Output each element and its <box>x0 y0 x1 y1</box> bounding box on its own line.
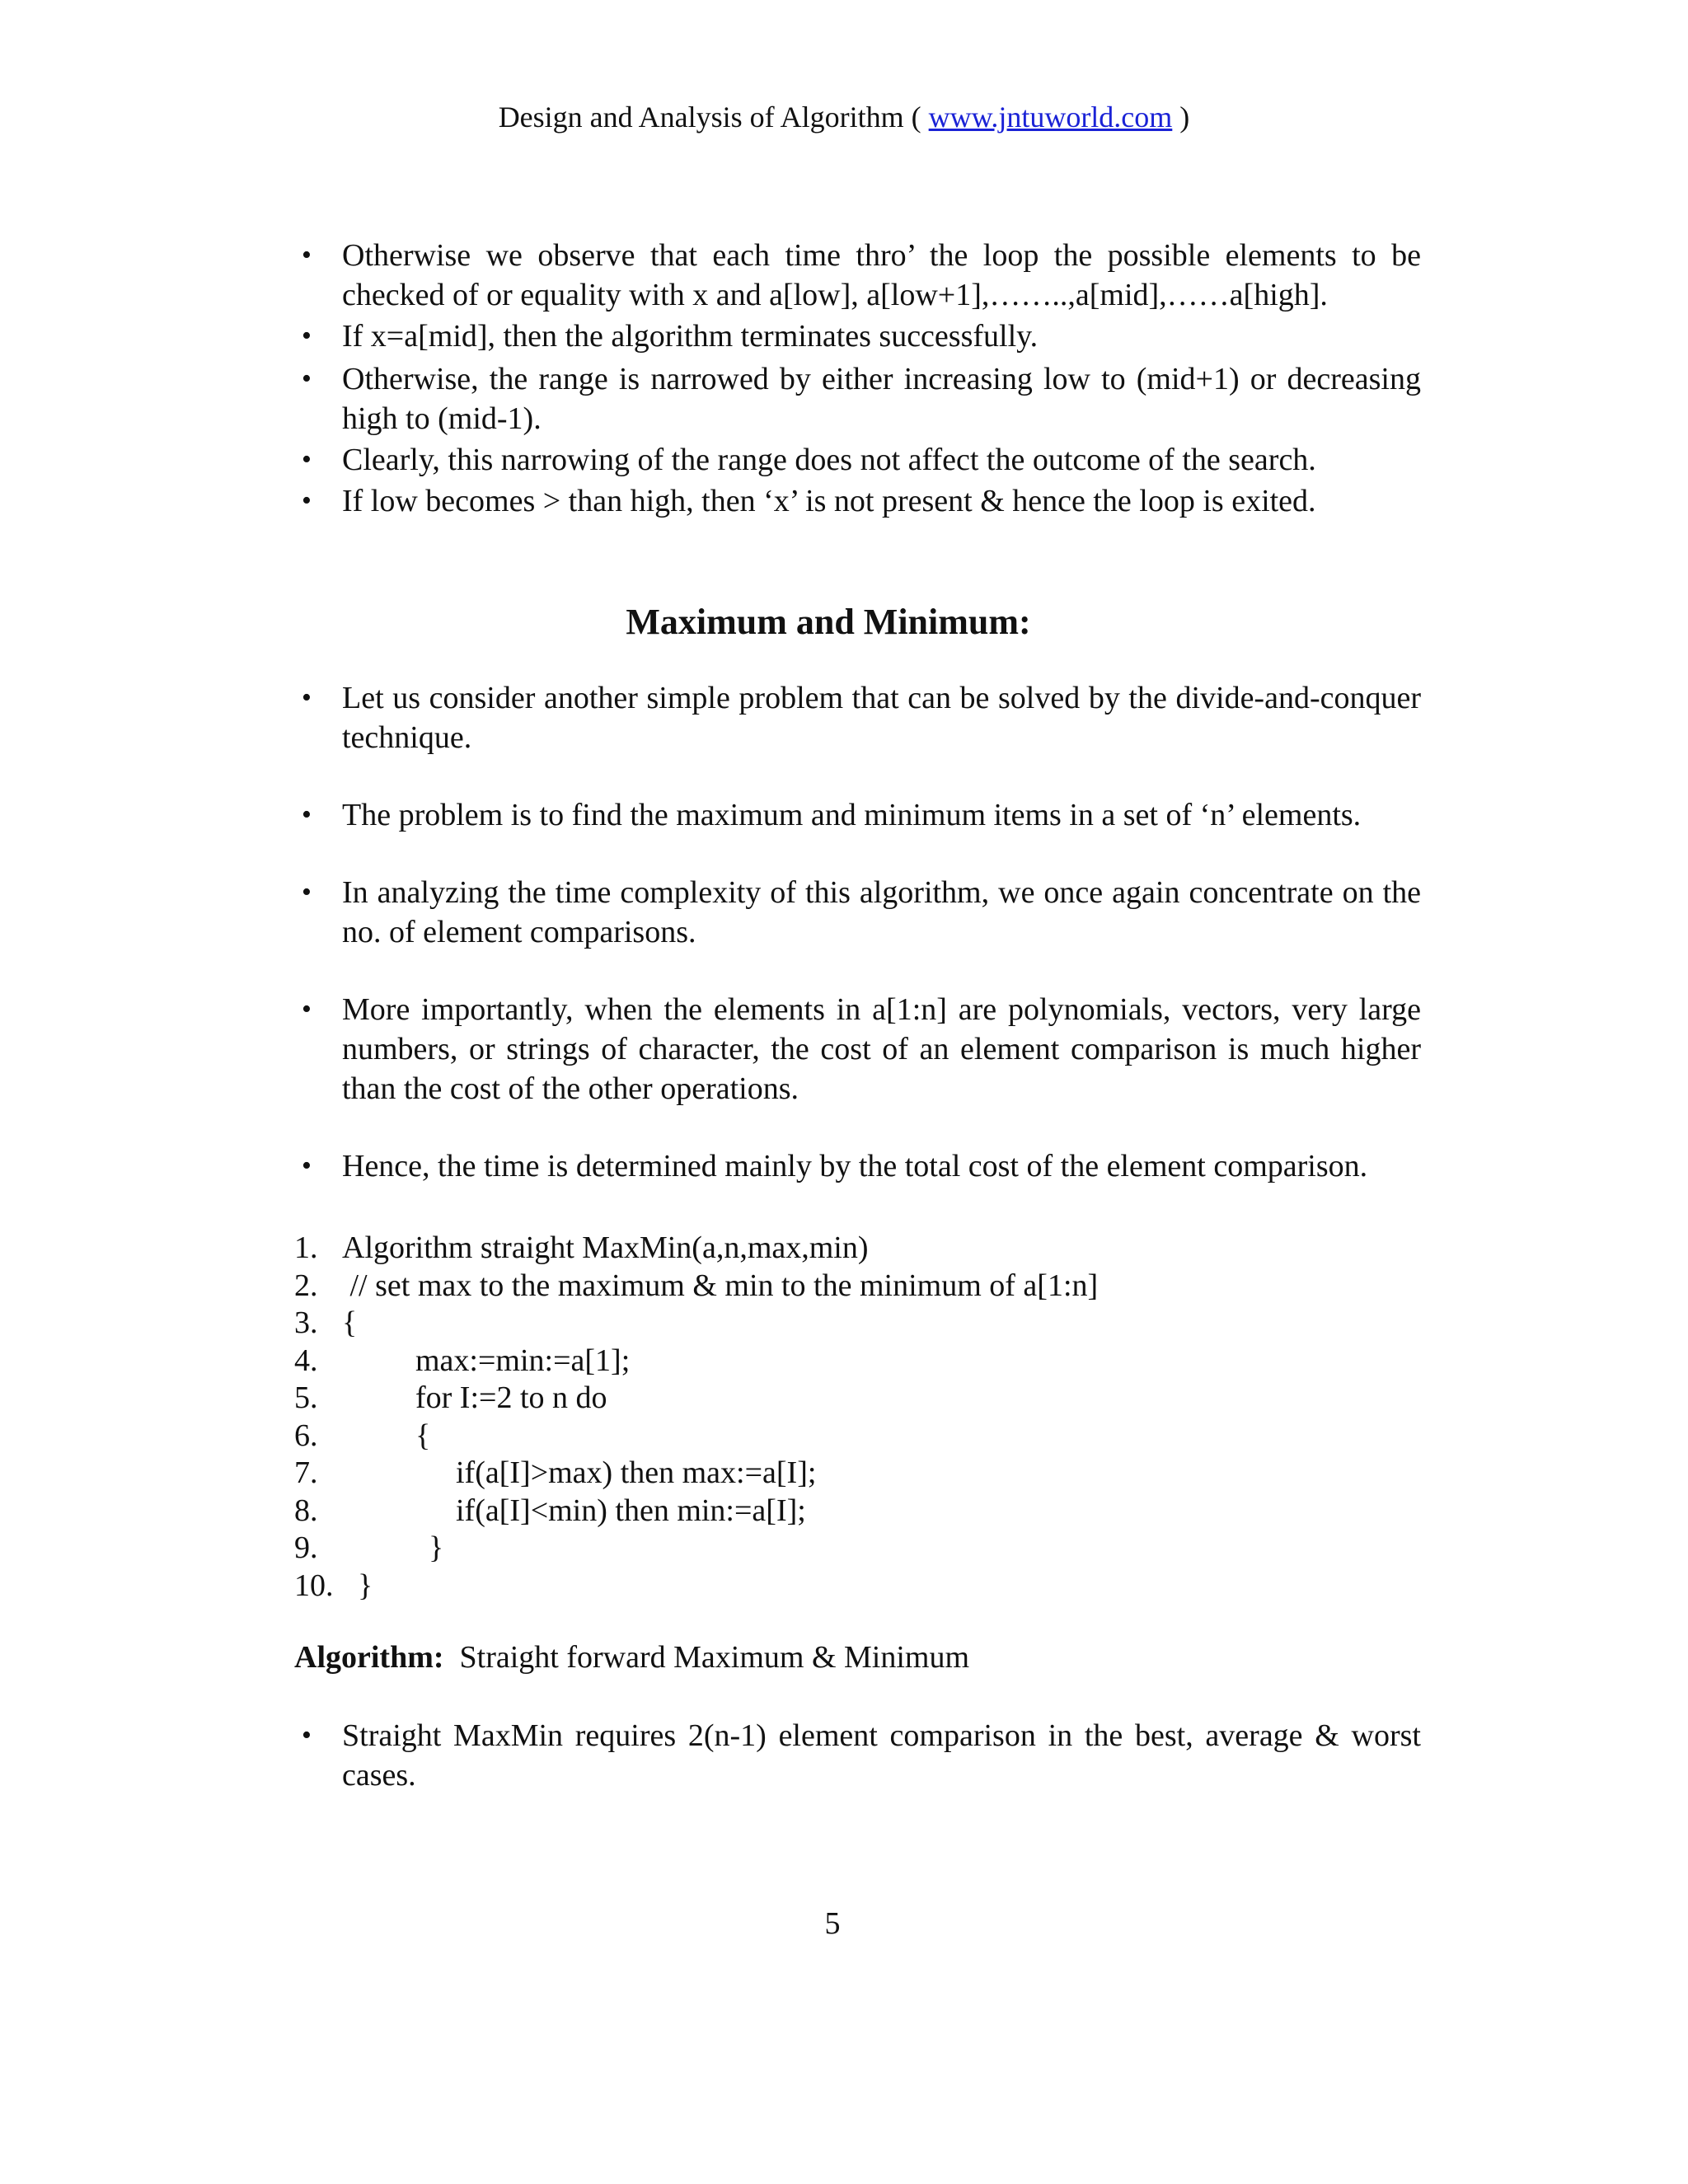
header-link[interactable]: www.jntuworld.com <box>928 101 1173 134</box>
bullet-icon: • <box>302 363 312 394</box>
bullet-icon: • <box>302 799 312 830</box>
code-text: { <box>415 1418 431 1453</box>
bullet-icon: • <box>302 682 312 713</box>
list-item <box>294 440 1421 480</box>
code-text: { <box>342 1305 358 1340</box>
code-text: for I:=2 to n do <box>415 1380 607 1415</box>
bullet-icon: • <box>302 485 312 516</box>
header-title: Design and Analysis of Algorithm ( <box>498 101 929 134</box>
line-number: 5. <box>294 1380 318 1415</box>
line-number: 1. <box>294 1230 318 1265</box>
line-number: 7. <box>294 1455 318 1490</box>
bullet-icon: • <box>302 240 312 270</box>
line-number: 10. <box>294 1568 334 1603</box>
list-item <box>294 236 1421 315</box>
section-title: Maximum and Minimum: <box>626 602 1031 642</box>
list-item <box>294 316 1421 356</box>
bullet-text: Clearly, this narrowing of the range does not affect the outcome of the search. <box>342 443 1316 477</box>
bullet-text: Otherwise, the range is narrowed by either increasing low to (mid+1) or decreasing high to (mid-1). <box>342 362 1421 436</box>
bullet-text: The problem is to find the maximum and minimum items in a set of ‘n’ elements. <box>342 798 1362 832</box>
code-text: if(a[I]>max) then max:=a[I]; <box>456 1455 817 1490</box>
code-text: // set max to the maximum & min to the minimum of a[1:n] <box>342 1268 1099 1303</box>
code-text: if(a[I]<min) then min:=a[I]; <box>456 1493 806 1528</box>
code-text: max:=min:=a[1]; <box>415 1343 631 1378</box>
bullet-text: More importantly, when the elements in a[1:n] are polynomials, vectors, very large numbers, or strings of character, the cost of an element comparison is much higher than the cost of the other operations. <box>342 992 1421 1106</box>
bullet-icon: • <box>302 444 312 475</box>
bullet-icon: • <box>302 877 312 907</box>
line-number: 2. <box>294 1268 318 1303</box>
algorithm-caption-text: Straight forward Maximum & Minimum <box>459 1640 970 1675</box>
section-bullet-list <box>294 678 1421 1224</box>
code-text: Algorithm straight MaxMin(a,n,max,min) <box>342 1230 869 1265</box>
header-suffix: ) <box>1172 101 1190 134</box>
list-item <box>294 873 1421 952</box>
bullet-text: Straight MaxMin requires 2(n-1) element comparison in the best, average & worst cases. <box>342 1718 1421 1793</box>
bullet-text: Let us consider another simple problem that can be solved by the divide-and-conquer technique. <box>342 681 1421 755</box>
list-item <box>294 678 1421 757</box>
page-header <box>0 97 1688 137</box>
line-number: 6. <box>294 1418 318 1453</box>
line-number: 9. <box>294 1530 318 1565</box>
line-number: 3. <box>294 1305 318 1340</box>
bullet-icon: • <box>302 321 312 351</box>
line-number: 8. <box>294 1493 318 1528</box>
code-text: } <box>358 1568 373 1603</box>
bullet-text: Otherwise we observe that each time thro’ the loop the possible elements to be checked of or equality with x and a[low], a[low+1],……..,a[mid],……a[high]. <box>342 238 1421 312</box>
list-item <box>294 990 1421 1108</box>
page-number: 5 <box>824 1906 841 1941</box>
bullet-text: In analyzing the time complexity of this algorithm, we once again concentrate on the no. of element comparisons. <box>342 875 1421 949</box>
bullet-text: If low becomes > than high, then ‘x’ is not present & hence the loop is exited. <box>342 484 1316 518</box>
bullet-text: If x=a[mid], then the algorithm terminates successfully. <box>342 319 1039 354</box>
algorithm-label: Algorithm: <box>294 1640 444 1675</box>
bullet-icon: • <box>302 994 312 1024</box>
list-item <box>294 795 1421 835</box>
algorithm-caption <box>294 1638 969 1677</box>
bullet-icon: • <box>302 1151 312 1181</box>
bullet-text: Hence, the time is determined mainly by the total cost of the element comparison. <box>342 1149 1368 1183</box>
final-bullet-list <box>294 1716 1421 1797</box>
list-item <box>294 481 1421 521</box>
bullet-icon: • <box>302 1720 312 1750</box>
line-number: 4. <box>294 1343 318 1378</box>
top-bullet-list <box>294 236 1421 523</box>
code-text: } <box>429 1530 444 1565</box>
list-item <box>294 359 1421 438</box>
list-item <box>294 1716 1421 1795</box>
list-item <box>294 1146 1421 1186</box>
